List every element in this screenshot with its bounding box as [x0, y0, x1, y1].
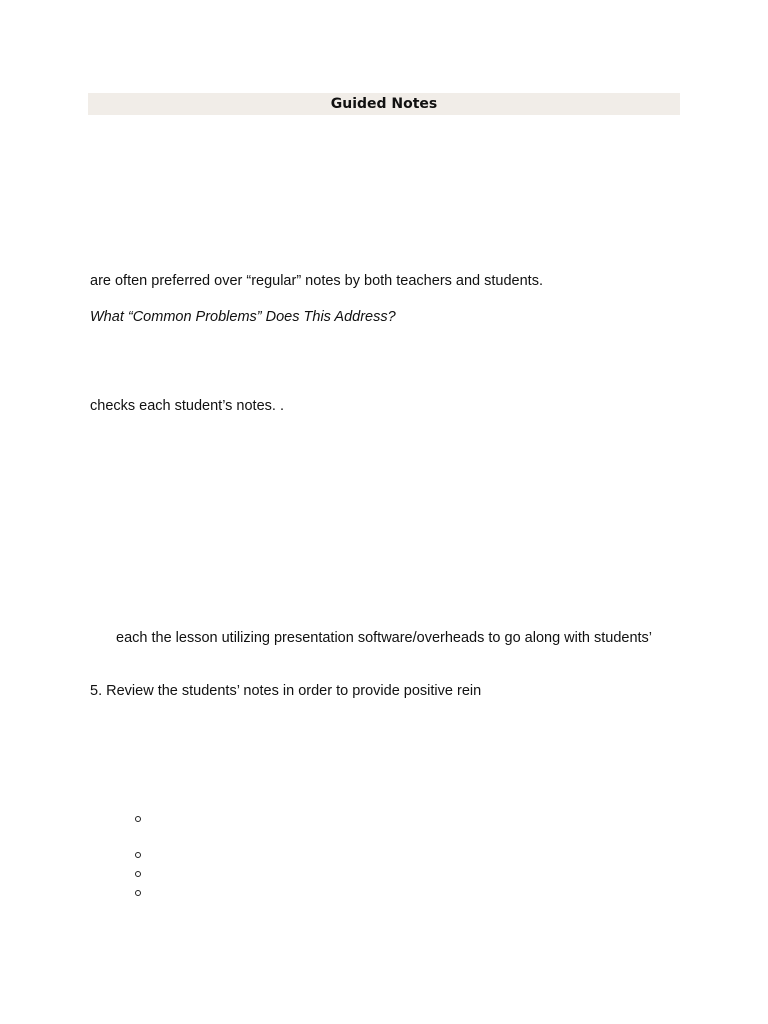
- hollow-circle-bullet-icon: [135, 852, 141, 858]
- text-line-teach-lesson: each the lesson utilizing presentation software/overheads to go along with students’: [116, 630, 653, 646]
- text-line-review-notes: 5. Review the students’ notes in order to provide positive rein: [90, 683, 482, 699]
- hollow-circle-bullet-icon: [135, 890, 141, 896]
- hollow-circle-bullet-icon: [135, 816, 141, 822]
- text-line-guided-notes-preference: are often preferred over “regular” notes by both teachers and students.: [90, 273, 543, 289]
- page-title: Guided Notes: [330, 96, 438, 112]
- section-heading-common-problems: What “Common Problems” Does This Address?: [90, 309, 396, 325]
- hollow-circle-bullet-icon: [135, 871, 141, 877]
- text-line-checks-notes: checks each student’s notes. .: [90, 398, 284, 414]
- title-banner: [88, 93, 680, 115]
